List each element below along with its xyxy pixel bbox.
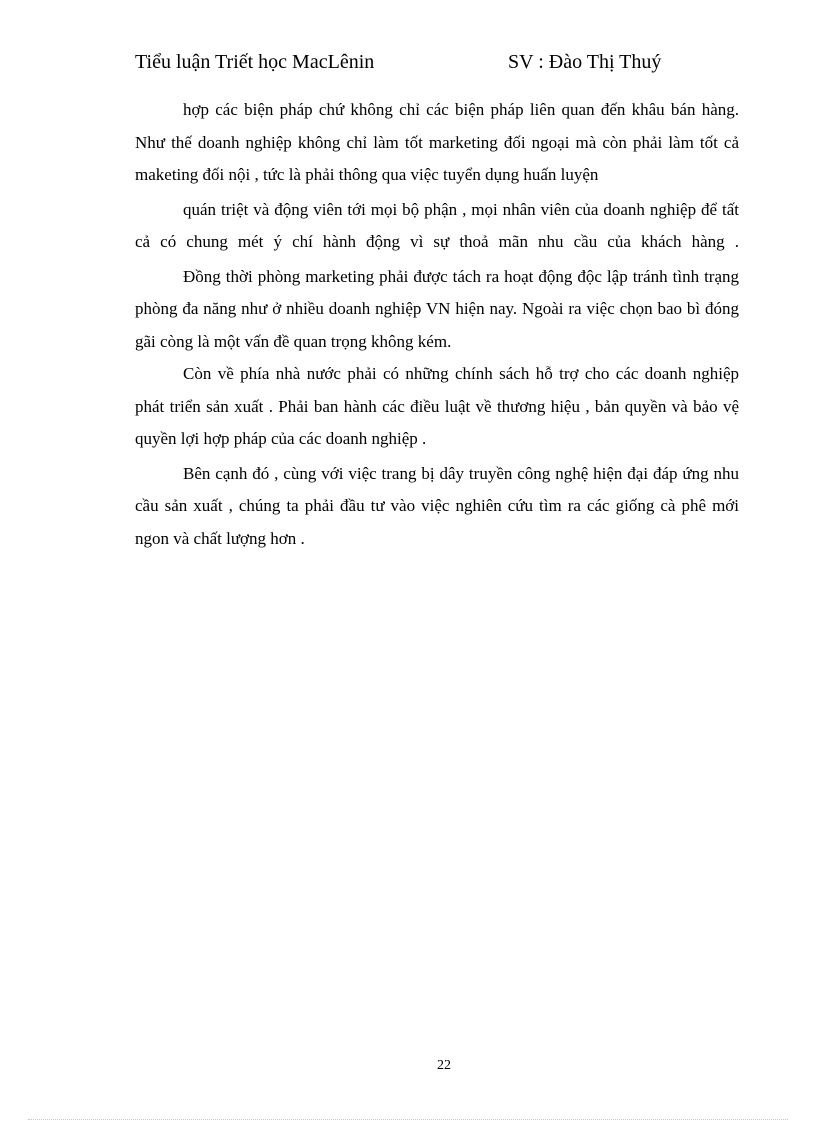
paragraph: quán triệt và động viên tới mọi bộ phận , mọi nhân viên của doanh nghiệp để tất cả có chung mét ý chí hành động vì sự thoả mãn nhu cầu của khách hàng .	[135, 199, 739, 251]
page-bottom-divider	[28, 1119, 788, 1120]
header-author: SV : Đào Thị Thuý	[508, 51, 662, 73]
page-header	[135, 50, 695, 74]
paragraph: Đồng thời phòng marketing phải được tách ra hoạt động độc lập tránh tình trạng phòng đa năng như ở nhiều doanh nghiệp VN hiện nay. Ngoài ra việc chọn bao bì đóng gãi còng là một vấn đề quan trọng không kém.	[135, 266, 739, 351]
document-body	[135, 94, 739, 555]
page-number: 22	[437, 1058, 451, 1073]
paragraph: Còn về phía nhà nước phải có những chính sách hỗ trợ cho các doanh nghiệp phát triển sản xuất . Phải ban hành các điều luật về thương hiệu , bản quyền và bảo vệ quyền lợi hợp pháp của các doanh nghiệp .	[135, 364, 739, 448]
header-title: Tiểu luận Triết học MacLênin	[135, 51, 375, 73]
paragraph: hợp các biện pháp chứ không chỉ các biện pháp liên quan đến khâu bán hàng. Như thế doanh nghiệp không chỉ làm tốt marketing đối ngoại mà còn phải làm tốt cả maketing đối nội , tức là phải thông qua việc tuyển dụng huấn luyện	[135, 100, 739, 184]
paragraph: Bên cạnh đó , cùng với việc trang bị dây truyền công nghệ hiện đại đáp ứng nhu cầu sản xuất , chúng ta phải đầu tư vào việc nghiên cứu tìm ra các giống cà phê mới ngon và chất lượng hơn .	[135, 463, 739, 548]
